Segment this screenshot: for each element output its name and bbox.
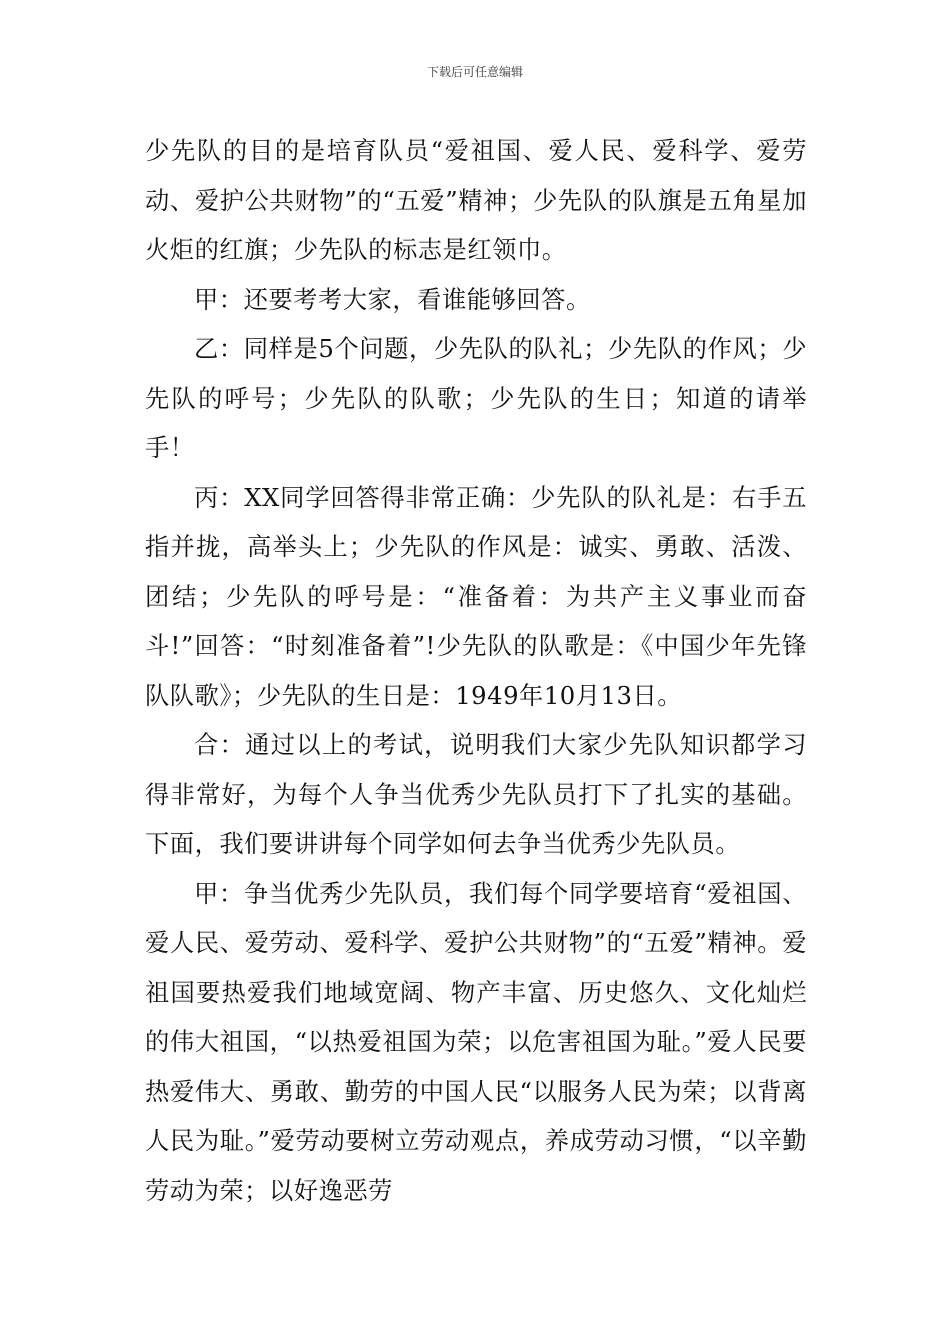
paragraph-intro: 少先队的目的是培育队员“爱祖国、爱人民、爱科学、爱劳动、爱护公共财物”的“五爱”精神；少先队的队旗是五角星加火炬的红旗；少先队的标志是红领巾。 [145,136,807,264]
page-header-note: 下载后可任意编辑 [426,65,523,79]
paragraph-he-summary: 合：通过以上的考试，说明我们大家少先队知识都学习得非常好，为每个人争当优秀少先队员打下了扎实的基础。下面，我们要讲讲每个同学如何去争当优秀少先队员。 [145,730,807,858]
document-body [145,126,807,1215]
paragraph-yi-questions: 乙：同样是5个问题，少先队的队礼；少先队的作风；少先队的呼号；少先队的队歌；少先队的生日；知道的请举手！ [145,334,807,462]
paragraph-bing-answers: 丙：XX同学回答得非常正确：少先队的队礼是：右手五指并拢，高举头上；少先队的作风是：诚实、勇敢、活泼、团结；少先队的呼号是：“准备着：为共产主义事业而奋斗!”回答：“时刻准备着”!少先队的队歌是：《中国少年先锋队队歌》；少先队的生日是：1949年10月13日。 [145,482,807,710]
paragraph-jia-five-loves: 甲：争当优秀少先队员，我们每个同学要培育“爱祖国、爱人民、爱劳动、爱科学、爱护公共财物”的“五爱”精神。爱祖国要热爱我们地域宽阔、物产丰富、历史悠久、文化灿烂的伟大祖国，“以热爱祖国为荣；以危害祖国为耻。”爱人民要热爱伟大、勇敢、勤劳的中国人民“以服务人民为荣；以背离人民为耻。”爱劳动要树立劳动观点，养成劳动习惯，“以辛勤劳动为荣；以好逸恶劳 [145,878,807,1205]
paragraph-jia-quiz: 甲：还要考考大家，看谁能够回答。 [194,284,591,314]
